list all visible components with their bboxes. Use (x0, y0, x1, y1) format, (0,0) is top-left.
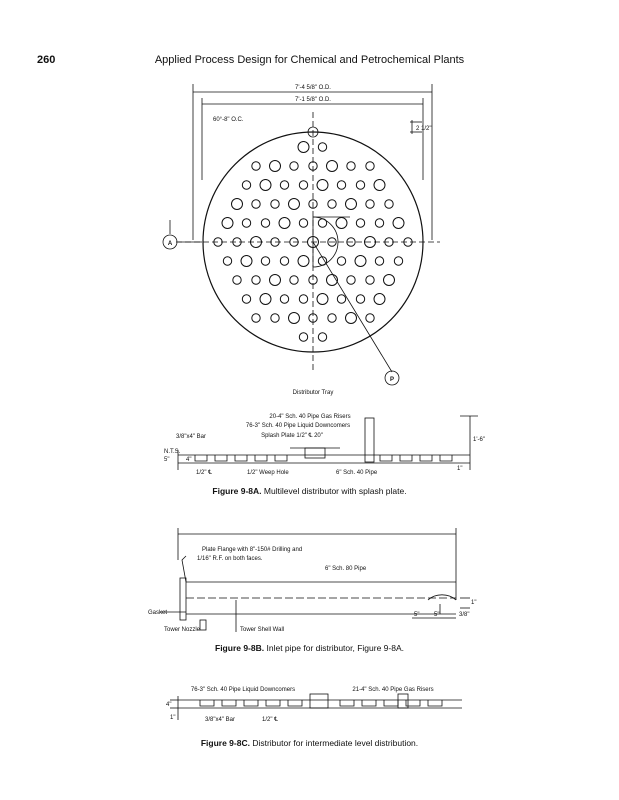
tray-hole (289, 313, 300, 324)
tray-hole (242, 295, 250, 303)
dim-od-outer: 7'-4 5/8" O.D. (295, 85, 331, 91)
c-dim-4: 4" (166, 702, 172, 708)
tray-hole (261, 257, 269, 265)
c-half: 1/2" ℄ (262, 717, 278, 723)
tray-hole (366, 314, 374, 322)
tray-hole (223, 257, 231, 265)
tray-hole (337, 295, 345, 303)
dim-4-label: 4" (186, 457, 192, 463)
tray-hole (242, 219, 250, 227)
tray-hole (384, 275, 395, 286)
tray-hole (374, 180, 385, 191)
tray-hole (270, 275, 281, 286)
c-dim-1: 1" (170, 715, 176, 721)
tray-hole (260, 180, 271, 191)
tray-hole (299, 181, 307, 189)
tray-hole (252, 162, 260, 170)
tray-hole (318, 143, 326, 151)
tray-hole (347, 276, 355, 284)
tray-hole (271, 200, 279, 208)
hole-spacing-label: 60°-8" O.C. (213, 117, 244, 123)
downcomers-label: 76-3" Sch. 40 Pipe Liquid Downcomers (245, 423, 351, 429)
caption-9-8a (0, 486, 619, 496)
tray-hole (328, 200, 336, 208)
tray-hole (356, 219, 364, 227)
tray-hole (385, 200, 393, 208)
inlet-pipe-drawing (160, 528, 470, 632)
tray-hole (327, 161, 338, 172)
caption-9-8c-text: Distributor for intermediate level distribution. (252, 738, 419, 748)
tray-hole (337, 181, 345, 189)
nozzle-label: Tower Nozzle (164, 627, 201, 633)
section-marker-a: A (167, 241, 173, 247)
c-downcomers: 76-3" Sch. 40 Pipe Liquid Downcomers (190, 687, 296, 693)
dim-right: 2 1/2" (416, 126, 432, 132)
tray-hole (222, 218, 233, 229)
distributor-tray-plan (163, 84, 440, 385)
risers-label: 20-4" Sch. 40 Pipe Gas Risers (269, 414, 351, 420)
tray-hole (366, 276, 374, 284)
dim-5a: 5" (414, 612, 420, 618)
tray-hole (318, 333, 326, 341)
tray-hole (232, 199, 243, 210)
tray-hole (346, 199, 357, 210)
tray-hole (394, 257, 402, 265)
tray-label: Distributor Tray (292, 390, 334, 396)
tray-hole (328, 314, 336, 322)
tray-hole (317, 180, 328, 191)
nts-label: N.T.S. (164, 449, 181, 455)
tray-hole (298, 142, 309, 153)
tray-hole (299, 295, 307, 303)
tray-hole (355, 256, 366, 267)
tray-hole (271, 314, 279, 322)
tray-hole (375, 219, 383, 227)
splash-label: Splash Plate 1/2" ℄ 20" (261, 433, 323, 439)
dim-38: 3/8" (459, 612, 470, 618)
tray-hole (356, 181, 364, 189)
tray-hole (298, 256, 309, 267)
caption-9-8c (0, 738, 619, 748)
flange-line1: Plate Flange with 8"-150# Drilling and (202, 547, 303, 553)
shell-label: Tower Shell Wall (240, 627, 285, 633)
dim-od-inner: 7'-1 5/8" O.D. (295, 97, 331, 103)
caption-9-8b-label: Figure 9-8B. (215, 643, 265, 653)
caption-9-8c-label: Figure 9-8C. (200, 738, 250, 748)
c-risers: 21-4" Sch. 40 Pipe Gas Risers (352, 687, 434, 693)
tray-hole (366, 162, 374, 170)
tray-hole (233, 276, 241, 284)
tray-hole (261, 219, 269, 227)
tray-hole (290, 162, 298, 170)
tray-hole (280, 257, 288, 265)
tray-hole (252, 276, 260, 284)
tray-hole (280, 181, 288, 189)
pipe6-label: 6" Sch. 40 Pipe (336, 470, 378, 476)
weep-hole-label: 1/2" Weep Hole (247, 470, 289, 476)
tray-hole (241, 256, 252, 267)
tray-hole (356, 295, 364, 303)
tray-hole (252, 200, 260, 208)
tray-hole (318, 219, 326, 227)
bar-label: 3/8"x4" Bar (176, 434, 206, 440)
tray-hole (375, 257, 383, 265)
tray-hole (290, 276, 298, 284)
caption-9-8a-text: Multilevel distributor with splash plate. (263, 486, 407, 496)
tray-hole (393, 218, 404, 229)
tray-hole (260, 294, 271, 305)
page-number: 260 (37, 54, 56, 66)
dim-5-label: 5" (164, 457, 170, 463)
tray-hole (289, 199, 300, 210)
caption-9-8a-label: Figure 9-8A. (212, 486, 262, 496)
tray-hole (252, 314, 260, 322)
flange-line2: 1/16" R.F. on both faces. (197, 556, 263, 562)
section-marker-p: P (389, 377, 395, 383)
tray-hole (317, 294, 328, 305)
caption-9-8b-text: Inlet pipe for distributor, Figure 9-8A. (266, 643, 404, 653)
tray-hole (347, 162, 355, 170)
pipe80-label: 6" Sch. 80 Pipe (325, 566, 367, 572)
tray-hole (242, 181, 250, 189)
caption-9-8b (0, 643, 619, 653)
tray-hole (279, 218, 290, 229)
tray-hole (270, 161, 281, 172)
running-title: Applied Process Design for Chemical and Petrochemical Plants (154, 54, 465, 66)
tray-hole (366, 200, 374, 208)
tray-hole (337, 257, 345, 265)
c-bar: 3/8"x4" Bar (205, 717, 235, 723)
tray-hole (374, 294, 385, 305)
tray-hole (299, 219, 307, 227)
dim-1a: 1" (471, 600, 477, 606)
dim-half-label: 1/2" ℄ (196, 470, 212, 476)
tray-hole (299, 333, 307, 341)
dim-5b: 5" (434, 612, 440, 618)
height-1-6-label: 1'-6" (473, 437, 485, 443)
tray-hole (346, 313, 357, 324)
height-1-label: 1" (457, 466, 463, 472)
tray-hole (280, 295, 288, 303)
gasket-label: Gasket (148, 610, 168, 616)
tray-hole (336, 218, 347, 229)
